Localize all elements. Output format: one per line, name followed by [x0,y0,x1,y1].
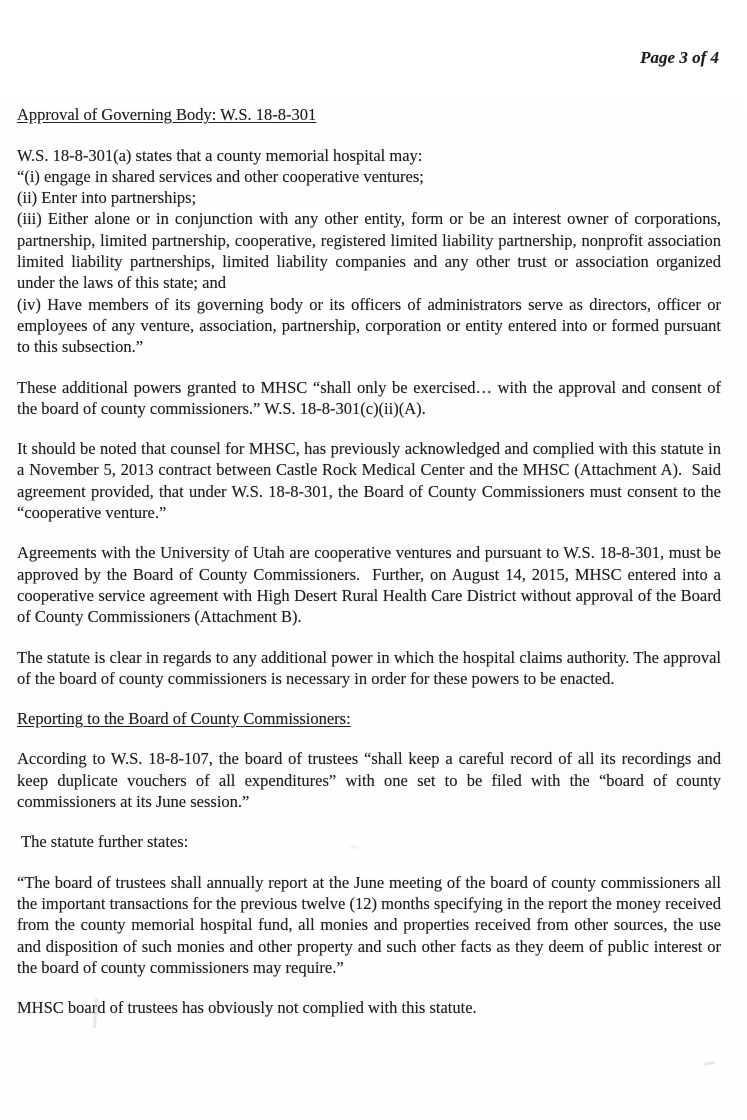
paragraph-university-of-utah-agreements: Agreements with the University of Utah are cooperative ventures and pursuant to W.S. 18-8-301, must be approved by the Board of County Commissioners. Further, on August 14, 2015, MHSC entered into a cooperative service agreement with High Desert Rural Health Care District without approval of the Board of County Commissioners (Attachment B). [17,543,721,627]
paragraph-annual-report-quote: “The board of trustees shall annually report at the June meeting of the board of county commissioners all the important transactions for the previous twelve (12) months specifying in the report the money received from the county memorial hospital fund, all monies and properties received from other sources, the use and disposition of such monies and other property and such other facts as they deem of public interest or the board of county commissioners may require.” [17,872,721,977]
paragraph-statute-is-clear: The statute is clear in regards to any additional power in which the hospital claims authority. The approval of the board of county commissioners is necessary in order for these powers to be enacted. [17,647,721,688]
statute-item-iii: (iii) Either alone or in conjunction with any other entity, form or be an interest owner of corporations, partnership, limited partnership, cooperative, registered limited liability partnership, nonprofit association limited liability partnerships, limited liability companies and any other trust or association organized under the laws of this state; and [17,209,721,293]
paragraph-according-to-statute: According to W.S. 18-8-107, the board of trustees “shall keep a careful record of all its recordings and keep duplicate vouchers of all expenditures” with one set to be filed with the “board of county commissioners at its June session.” [17,749,721,812]
statute-item-iv: (iv) Have members of its governing body or its officers of administrators serve as directors, officer or employees of any venture, association, partnership, corporation or entity entered into or formed pursuant to this subsection.” [17,294,721,357]
paragraph-statute-further-states: The statute further states: [21,832,189,852]
paragraph-counsel-acknowledged: It should be noted that counsel for MHSC, has previously acknowledged and complied with this statute in a November 5, 2013 contract between Castle Rock Medical Center and the MHSC (Attachment A). Said agreement provided, that under W.S. 18-8-301, the Board of County Commissioners must consent to the “cooperative venture.” [17,439,721,523]
statute-intro-line: W.S. 18-8-301(a) states that a county memorial hospital may: [17,145,423,165]
scan-artifact [703,1061,715,1066]
paragraph-additional-powers: These additional powers granted to MHSC “shall only be exercised… with the approval and consent of the board of county commissioners.” W.S. 18-8-301(c)(ii)(A). [17,377,721,418]
section-heading-approval-governing-body: Approval of Governing Body: W.S. 18-8-301 [17,105,317,125]
statute-item-i: “(i) engage in shared services and other cooperative ventures; [17,166,424,186]
page-number-label: Page 3 of 4 [640,48,719,67]
statute-item-ii: (ii) Enter into partnerships; [17,188,197,208]
section-heading-reporting-to-board: Reporting to the Board of County Commissioners: [17,709,351,729]
statute-quote-block [17,145,721,358]
paragraph-conclusion-not-complied: MHSC board of trustees has obviously not complied with this statute. [17,998,477,1018]
